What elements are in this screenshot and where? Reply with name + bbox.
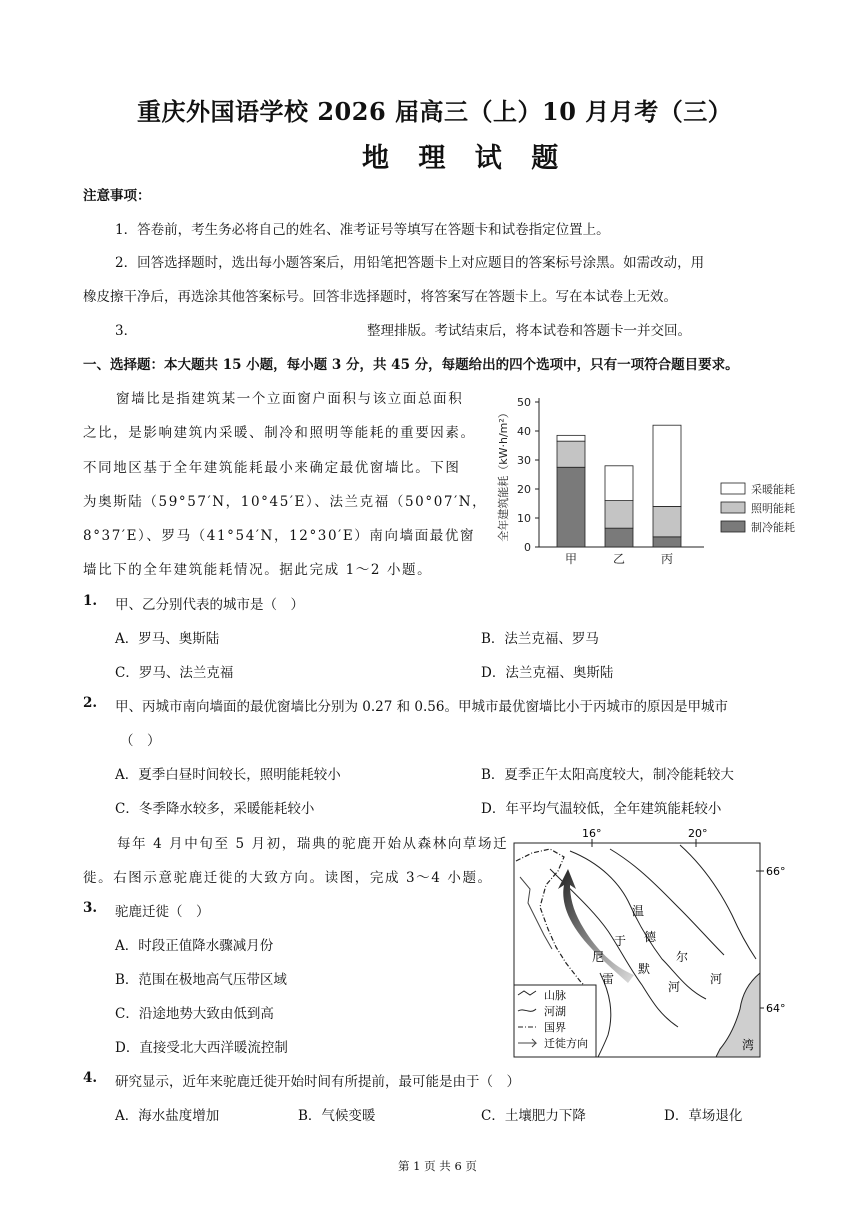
y-tick-label: 50 xyxy=(517,396,531,409)
y-tick-label: 30 xyxy=(517,454,531,467)
lon-label: 16° xyxy=(582,827,602,840)
legend-label: 制冷能耗 xyxy=(751,521,795,534)
sweden-map xyxy=(510,823,802,1063)
bar-segment xyxy=(653,425,681,506)
bar-segment xyxy=(557,435,585,441)
passage1-line: 8°37′E）、罗马（41°54′N，12°30′E）南向墙面最优窗 xyxy=(83,528,476,544)
q1-option-a: A．罗马、奥斯陆 xyxy=(115,631,220,647)
river-name: 尔 xyxy=(676,950,689,964)
gulf-name: 湾 xyxy=(742,1038,755,1052)
bar-segment xyxy=(605,528,633,547)
legend-label: 采暖能耗 xyxy=(751,483,795,496)
q3-stem: 驼鹿迁徙（ ） xyxy=(115,904,210,920)
river-name: 德 xyxy=(644,930,657,944)
q1-option-b: B．法兰克福、罗马 xyxy=(481,631,599,647)
q3-number: 3. xyxy=(83,900,98,916)
q2-number: 2. xyxy=(83,695,98,711)
passage1-line: 墙比下的全年建筑能耗情况。据此完成 1～2 小题。 xyxy=(83,562,433,578)
river-name: 雷 xyxy=(602,972,615,986)
bar-segment xyxy=(557,441,585,467)
passage1-line: 为奥斯陆（59°57′N，10°45′E）、法兰克福（50°07′N， xyxy=(83,494,488,510)
page-number: 第 1 页 共 6 页 xyxy=(398,1159,477,1173)
energy-chart xyxy=(493,385,813,570)
legend-label: 河湖 xyxy=(544,1005,566,1018)
q3-option-d: D．直接受北大西洋暖流控制 xyxy=(115,1040,288,1056)
y-tick-label: 10 xyxy=(517,512,531,525)
note-2b: 橡皮擦干净后，再选涂其他答案标号。回答非选择题时，将答案写在答题卡上。写在本试卷上无效。 xyxy=(83,289,677,305)
exam-title: 重庆外国语学校 2026 届高三（上）10 月月考（三） xyxy=(137,97,733,126)
legend-label: 照明能耗 xyxy=(751,502,795,515)
q4-option-c: C．土壤肥力下降 xyxy=(481,1108,586,1124)
q3-option-b: B．范围在极地高气压带区域 xyxy=(115,972,287,988)
legend-label: 山脉 xyxy=(544,989,566,1002)
y-tick-label: 40 xyxy=(517,425,531,438)
q2-option-a: A．夏季白昼时间较长，照明能耗较小 xyxy=(115,767,341,783)
passage1-line: 之比，是影响建筑内采暖、制冷和照明等能耗的重要因素。 xyxy=(83,425,476,441)
bar-segment xyxy=(605,466,633,501)
bar-segment xyxy=(653,537,681,547)
q1-option-d: D．法兰克福、奥斯陆 xyxy=(481,665,614,681)
river-name: 默 xyxy=(638,962,651,976)
river-name: 于 xyxy=(614,934,627,948)
note-2a: 2．回答选择题时，选出每小题答案后，用铅笔把答题卡上对应题目的答案标号涂黑。如需改动，用 xyxy=(115,255,705,271)
lat-label: 64° xyxy=(766,1002,786,1015)
lat-label: 66° xyxy=(766,865,786,878)
legend-swatch xyxy=(721,521,745,532)
q2-stem: 甲、丙城市南向墙面的最优窗墙比分别为 0.27 和 0.56。甲城市最优窗墙比小于丙城市的原因是甲城市 xyxy=(115,699,728,715)
q3-option-a: A．时段正值降水骤减月份 xyxy=(115,938,274,954)
note-1: 1．答卷前，考生务必将自己的姓名、准考证号等填写在答题卡和试卷指定位置上。 xyxy=(115,222,610,238)
q4-stem: 研究显示，近年来驼鹿迁徙开始时间有所提前，最可能是由于（ ） xyxy=(115,1074,520,1090)
q3-option-c: C．沿途地势大致由低到高 xyxy=(115,1006,274,1022)
river-name: 河 xyxy=(710,972,723,986)
bar-segment xyxy=(653,506,681,536)
passage2-line: 徙。右图示意驼鹿迁徙的大致方向。读图，完成 3～4 小题。 xyxy=(83,870,493,886)
q2-option-c: C．冬季降水较多，采暖能耗较小 xyxy=(115,801,315,817)
y-axis-label: 全年建筑能耗（kW·h/m²） xyxy=(497,407,510,542)
q2-option-d: D．年平均气温较低，全年建筑能耗较小 xyxy=(481,801,722,817)
note-3: 整理排版。考试结束后，将本试卷和答题卡一并交回。 xyxy=(367,323,691,339)
notes-heading: 注意事项： xyxy=(83,188,151,204)
q1-stem: 甲、乙分别代表的城市是（ ） xyxy=(115,597,304,613)
x-tick-label: 甲 xyxy=(564,552,578,566)
q1-option-c: C．罗马、法兰克福 xyxy=(115,665,234,681)
subject-title: 地 理 试 题 xyxy=(362,143,569,174)
q2-stem-paren: （ ） xyxy=(120,733,161,749)
passage1-line: 不同地区基于全年建筑能耗最小来确定最优窗墙比。下图 xyxy=(83,460,461,476)
q4-option-d: D．草场退化 xyxy=(664,1108,743,1124)
river-name: 河 xyxy=(668,980,681,994)
note-3-num: 3． xyxy=(115,323,138,339)
x-tick-label: 丙 xyxy=(660,552,674,566)
passage2-line: 每年 4 月中旬至 5 月初，瑞典的驼鹿开始从森林向草场迁 xyxy=(117,836,509,852)
y-tick-label: 20 xyxy=(517,483,531,496)
legend-label: 迁徙方向 xyxy=(544,1037,588,1050)
legend-label: 国界 xyxy=(544,1021,566,1034)
q4-number: 4. xyxy=(83,1070,98,1086)
river-name: 温 xyxy=(632,904,645,918)
q2-option-b: B．夏季正午太阳高度较大，制冷能耗较大 xyxy=(481,767,734,783)
lon-label: 20° xyxy=(688,827,708,840)
section-heading: 一、选择题：本大题共 15 小题，每小题 3 分，共 45 分，每题给出的四个选项中，只有一项符合题目要求。 xyxy=(83,357,739,373)
x-tick-label: 乙 xyxy=(612,552,626,566)
q4-option-a: A．海水盐度增加 xyxy=(115,1108,220,1124)
legend-swatch xyxy=(721,502,745,513)
q4-option-b: B．气候变暖 xyxy=(298,1108,376,1124)
passage1-line: 窗墙比是指建筑某一个立面窗户面积与该立面总面积 xyxy=(116,391,464,407)
bar-segment xyxy=(557,467,585,547)
river-name: 尼 xyxy=(592,950,605,964)
q1-number: 1. xyxy=(83,593,98,609)
legend-swatch xyxy=(721,483,745,494)
y-tick-label: 0 xyxy=(524,541,531,554)
bar-segment xyxy=(605,501,633,529)
